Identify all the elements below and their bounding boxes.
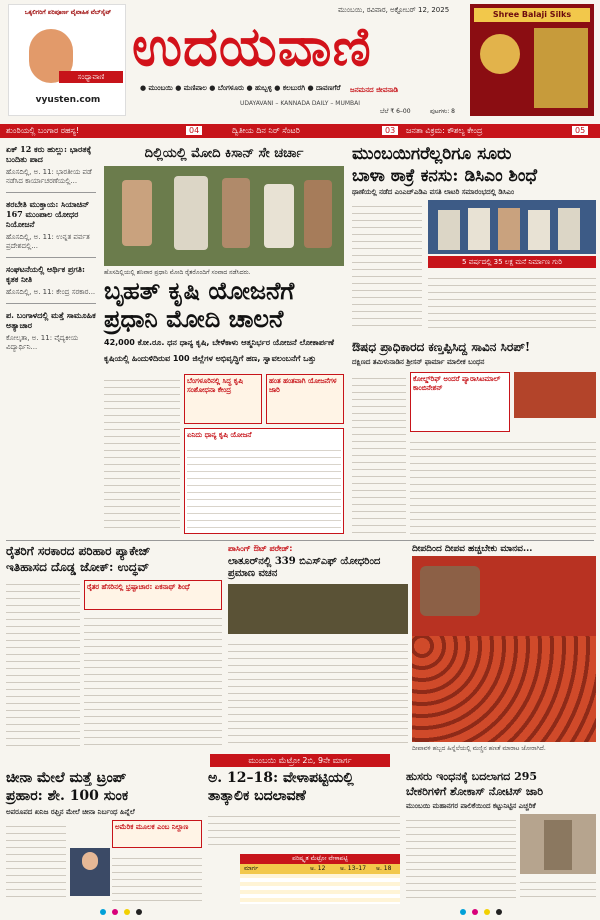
teaser-2[interactable]: ದ್ವಿತೀಯ ದಿನ ನಿರ್ ಸೆಂಟರಿ: [232, 126, 300, 135]
right-ad-image: [534, 28, 588, 108]
photo-figure: [122, 180, 152, 246]
left-story-3-body: ಹೊಸದಿಲ್ಲಿ, ಅ. 11: ಕೇಂದ್ರ ಸರಕಾರ...: [6, 288, 96, 296]
diwali-kicker[interactable]: ದೀಪದಿಂದ ದೀಪವ ಹಚ್ಚಬೇಕು ಮಾನವ...: [412, 544, 533, 554]
photo-figure: [498, 208, 520, 250]
left-story-2-head[interactable]: ತರಬೇತಿ ಮುಕ್ತಾಯ: ಸಿಯಾಚಿನ್ 167 ಮುಂಪಾಲ ಯೋಧರ ನಿಯೋಜನೆ: [6, 199, 90, 229]
side-box-2-head: ಹಂತ ಹಂತವಾಗಿ ಯೋಜನೆಗಳ ಜಾರಿ: [269, 377, 337, 394]
bakery-body-lines: [406, 814, 516, 902]
metro-table-header: [240, 864, 400, 874]
lead-headline-2[interactable]: ಪ್ರಧಾನಿ ಮೋದಿ ಚಾಲನೆ: [104, 304, 284, 333]
bakery-deck: ಮುಂಬಯಿ ಮಹಾನಗರ ಪಾಲಿಕೆಯಿಂದ ಕಟ್ಟುನಿಟ್ಟಿನ ಎಚ್ಚರಿಕೆ: [406, 802, 536, 810]
lead-deck-2: ಕೃಷಿಯಲ್ಲಿ ಹಿಂದುಳಿದಿರುವ 100 ಜಿಲ್ಲೆಗಳ ಅಭಿವೃದ್ಧಿಗೆ ಹಣ, ಸ್ವಾವಲಂಬನೆಗೆ ಒತ್ತು: [104, 354, 316, 363]
lead-kicker[interactable]: ದಿಲ್ಲಿಯಲ್ಲಿ ಮೋದಿ ಕಿಸಾನ್ ಸೇ ಚರ್ಚಾ: [144, 146, 304, 161]
right-lead-body-lines: [352, 200, 422, 330]
china-box[interactable]: [112, 820, 202, 848]
masthead-price: ಬೆಲೆ ₹ 6–00: [380, 108, 411, 115]
bakery-headline-1[interactable]: ಹುಸರು ಇಂಧನಕ್ಕೆ ಬದಲಾಗದ 295: [406, 770, 538, 783]
photo-figure: [264, 184, 294, 248]
side-box-3-head: ಏನಿದು ಧಾನ್ಯ ಕೃಷಿ ಯೋಜನೆ: [187, 431, 252, 439]
right-lead-headline-1[interactable]: ಮುಂಬಯಿಗರೆಲ್ಲರಿಗೂ ಸೂರು: [352, 144, 512, 164]
print-registration: [0, 904, 600, 920]
photo-figure: [438, 210, 460, 250]
china-photo[interactable]: [70, 848, 110, 896]
metro-table-title: ಪರಿಷ್ಕೃತ ಮೆಟ್ರೋ ವೇಳಾಪಟ್ಟಿ: [240, 854, 400, 864]
left-column: [6, 144, 96, 536]
metro-col-route: ಮಾರ್ಗ: [244, 865, 259, 872]
left-story-4-body: ಕೋಲ್ಕತಾ, ಅ. 11: ವೈದ್ಯಕೀಯ ವಿದ್ಯಾರ್ಥಿನಿ...: [6, 334, 79, 351]
lead-side-box-1[interactable]: [184, 374, 262, 424]
lead-photo[interactable]: [104, 166, 344, 266]
photo-figure: [82, 852, 98, 870]
divider: [6, 192, 96, 193]
rain-headline-2[interactable]: ಇತಿಹಾಸದ ದೊಡ್ಡ ಜೋಕ್: ಉದ್ಧವ್: [6, 560, 150, 574]
diwali-photo[interactable]: [412, 556, 596, 742]
left-story-1-head[interactable]: ಏಕ್ 12 ಕರು ಹುಲ್ಲು: ಭಾರತಕ್ಕೆ ಬಂದಿತು ಪಾದ: [6, 144, 92, 164]
color-dot-black: [496, 909, 502, 915]
metro-col-oct18: ಅ. 18: [376, 865, 392, 872]
body-lines: [104, 374, 180, 534]
march-kicker: ಪಾಸಿಂಗ್ ಔಟ್ ಪರೇಡ್:: [228, 544, 293, 553]
rain-body-lines-2: [84, 612, 222, 748]
masthead-tagline: ಜನಮನದ ಜೀವನಾಡಿ: [350, 86, 399, 94]
rain-headline-1[interactable]: ರೈತರಿಗೆ ಸರಕಾರದ ಪರಿಹಾರ ಪ್ಯಾಕೇಜ್: [6, 544, 151, 558]
masthead-logo: ಉದಯವಾಣಿ: [132, 14, 372, 78]
lead-side-box-2[interactable]: [266, 374, 344, 424]
teaser-3-page: 05: [572, 126, 588, 135]
fold-divider: [6, 540, 594, 541]
color-dot-magenta: [112, 909, 118, 915]
lead-body-col: [104, 374, 180, 534]
divider: [6, 303, 96, 304]
right-ad[interactable]: [470, 4, 594, 116]
metro-headline-2[interactable]: ತಾತ್ಕಾಲಿಕ ಬದಲಾವಣೆ: [208, 788, 306, 804]
lead-side-box-3[interactable]: [184, 428, 344, 534]
photo-figure: [222, 178, 250, 248]
diwali-caption: ದೀಪಾವಳಿ ಹಬ್ಬದ ಹಿನ್ನೆಲೆಯಲ್ಲಿ ಮಣ್ಣಿನ ಹಣತೆ ಮಾರಾಟ ಜೋರಾಗಿದೆ.: [412, 745, 546, 752]
medicine-headline[interactable]: ಔಷಧ ಪ್ರಾಧಿಕಾರದ ಕಣ್ತಪ್ಪಿಸಿದ್ದ ಸಾವಿನ ಸಿರಪ್!: [352, 340, 531, 354]
masthead-pages: ಪುಟಗಳು: 8: [430, 108, 455, 115]
color-dot-cyan: [100, 909, 106, 915]
photo-building: [544, 820, 572, 870]
color-dot-yellow: [124, 909, 130, 915]
masthead-edition: UDAYAVANI – KANNADA DAILY – MUMBAI: [239, 100, 361, 107]
divider: [6, 257, 96, 258]
teaser-2-page: 03: [382, 126, 398, 135]
masthead-date: ಮುಂಬಯಿ, ರವಿವಾರ, ಅಕ್ಟೋಬರ್ 12, 2025: [338, 6, 450, 14]
right-ad-title: Shree Balaji Silks: [474, 8, 590, 22]
right-lead-deck: ಥಾಣೆಯಲ್ಲಿ ನಡೆದ ಎಂಎಚ್‌ಎಡಿಎ ವಸತಿ ಲಾಟರಿ ಸಮಾರಂಭದಲ್ಲಿ ಡಿಸಿಎಂ: [352, 188, 515, 196]
medicine-body-lines-2: [410, 436, 596, 534]
lead-photo-caption: ಹೊಸದಿಲ್ಲಿಯಲ್ಲಿ ಶನಿವಾರ ಪ್ರಧಾನಿ ಮೋದಿ ರೈತರೊಂದಿಗೆ ಸಂವಾದ ನಡೆಸಿದರು.: [104, 269, 251, 276]
left-ad-brand: ಸಂಧ್ಯಾವಾಣಿ: [59, 71, 123, 83]
color-dot-cyan: [460, 909, 466, 915]
left-ad-line: ಒಕ್ಕಲಿಗರಿಗೆ ಪರಿಪೂರ್ಣ ವೈವಾಹಿಕ ವೆಬ್‌ಸೈಟ್: [24, 9, 112, 16]
masthead-cities: ● ಮುಂಬಯಿ ● ಮಣಿಪಾಲ ● ಬೆಂಗಳೂರು ● ಹುಬ್ಬಳ್ಳಿ ● ಕಲಬುರಗಿ ● ದಾವಣಗೆರೆ: [140, 84, 341, 92]
teaser-3[interactable]: ಜನತಾ ವಿಕ್ರಮ: ಕೌಶಲ್ಯ ಕೇಂದ್ರ: [406, 126, 483, 135]
rain-box[interactable]: [84, 580, 222, 610]
march-photo[interactable]: [228, 584, 408, 634]
metro-col-oct12: ಅ. 12: [310, 865, 326, 872]
teaser-strip: [0, 124, 600, 138]
left-ad-url[interactable]: vyusten.com: [35, 95, 101, 105]
bottom-kicker: ಮುಂಬಯಿ ಮೆಟ್ರೋ 2ಬಿ, 9ನೇ ಮಾರ್ಗ: [210, 754, 390, 767]
bakery-body-lines-2: [520, 876, 596, 902]
china-headline-2[interactable]: ಪ್ರಹಾರ: ಶೇ. 100 ಸುಂಕ: [6, 788, 129, 804]
right-lead-photo[interactable]: [428, 200, 596, 254]
march-headline[interactable]: ಲಾತೂರ್‌ನಲ್ಲಿ 339 ಬಿಎಸ್‌ಎಫ್ ಯೋಧರಿಂದ ಪ್ರಮಾಣ ವಚನ: [228, 556, 381, 579]
left-story-1-body: ಹೊಸದಿಲ್ಲಿ, ಅ. 11: ಭಾರತೀಯ ಪಡೆ ನಡೆಸಿದ ಕಾರ್ಯಾಚರಣೆಯಲ್ಲಿ...: [6, 168, 92, 185]
bakery-photo[interactable]: [520, 814, 596, 874]
metro-col-oct13-17: ಅ. 13–17: [340, 865, 367, 872]
photo-figure: [468, 208, 490, 250]
medicine-box-head: ಕೋಲ್ಡ್‌ರಿಫ್ ಅಂದರೆ ಪ್ಯಾರಾಸಿಟಮಾಲ್ ಕಾಂಬಿನೇಶನ್: [413, 375, 501, 392]
color-dot-magenta: [472, 909, 478, 915]
china-headline-1[interactable]: ಚೀನಾ ಮೇಲೆ ಮತ್ತೆ ಟ್ರಂಪ್: [6, 770, 127, 786]
left-ad[interactable]: [8, 4, 126, 116]
teaser-1[interactable]: ಶುಂಠಿಯಲ್ಲಿ ಬಂಗಾರ ರಹಸ್ಯ!: [6, 126, 80, 135]
photo-figure: [558, 208, 580, 250]
march-body-lines: [228, 638, 408, 748]
photo-figure: [304, 180, 332, 248]
china-body-lines-2: [112, 852, 202, 902]
metro-table-rows: [240, 874, 400, 904]
right-lead-headline-2[interactable]: ಬಾಳಾ ಠಾಕ್ರೆ ಕನಸು: ಡಿಸಿಎಂ ಶಿಂಧೆ: [352, 166, 538, 186]
china-body-lines: [6, 820, 66, 902]
medicine-deck: ದಕ್ಷಿಣದ ತಮಿಳುನಾಡಿನ ಶ್ರೀಸನ್ ಫಾರ್ಮಾ ಮಾಲೀಕ ಬಂಧನ: [352, 358, 485, 366]
teaser-1-page: 04: [186, 126, 202, 135]
lead-headline-1[interactable]: ಬೃಹತ್ ಕೃಷಿ ಯೋಜನೆಗೆ: [104, 276, 295, 305]
color-dot-yellow: [484, 909, 490, 915]
metro-headline-1[interactable]: ಅ. 12–18: ವೇಳಾಪಟ್ಟಿಯಲ್ಲಿ: [208, 770, 354, 786]
bakery-headline-2[interactable]: ಬೇಕರಿಗಳಿಗೆ ಶೋಕಾಸ್ ನೋಟಿಸ್ ಜಾರಿ: [406, 785, 544, 798]
metro-body-lines: [208, 810, 400, 850]
rain-box-text: ರೈತರ ಹೆಸರಿನಲ್ಲಿ ಭ್ರಷ್ಟಾಚಾರ: ಏಕನಾಥ್ ಶಿಂಧೆ: [87, 583, 190, 591]
left-story-2-body: ಹೊಸದಿಲ್ಲಿ, ಅ. 11: ಉನ್ನತ ಪರ್ವತ ಪ್ರದೇಶದಲ್ಲಿ...: [6, 233, 90, 250]
china-deck: ಅಪರೂಪದ ಖನಿಜ ರಫ್ತಿನ ಮೇಲೆ ಚೀನಾ ನಿರ್ಬಂಧ ಹಿನ್ನೆಲೆ: [6, 808, 135, 816]
photo-figure: [528, 210, 550, 250]
diya-pattern: [412, 636, 596, 742]
medicine-box[interactable]: [410, 372, 510, 432]
china-box-text: ಅಮೆರಿಕ ಮೂಲಕ ಎಂಬ ನಿಲ್ದಾಣ: [115, 823, 189, 831]
lead-deck-1: 42,000 ಕೋ.ರೂ. ಧನ ಧಾನ್ಯ ಕೃಷಿ, ಬೇಳೆಕಾಳು ಆತ್ಮನಿರ್ಭರ ಯೋಜನೆ ಲೋಕಾರ್ಪಣೆ: [104, 338, 334, 347]
side-box-1-head: ಬೆಂಗಳೂರಿನಲ್ಲಿ ಸಿದ್ಧ ಕೃಷಿ ಸಂಶೋಧನಾ ಕೇಂದ್ರ: [187, 377, 243, 394]
photo-figure: [174, 176, 208, 250]
medicine-photo[interactable]: [514, 372, 596, 418]
photo-figure: [420, 566, 480, 616]
right-ad-coin: [480, 34, 520, 74]
rain-body-lines: [6, 578, 80, 748]
left-story-4-head[interactable]: ಪ. ಬಂಗಾಳದಲ್ಲಿ ಮತ್ತೆ ಸಾಮೂಹಿಕ ಅತ್ಯಾಚಾರ: [6, 310, 96, 330]
right-lead-body-2: [428, 272, 596, 330]
body-lines: [187, 444, 341, 532]
medicine-body-lines: [352, 372, 406, 534]
right-lead-photo-caption: 5 ವರ್ಷದಲ್ಲಿ 35 ಲಕ್ಷ ಮನೆ ನಿರ್ಮಾಣ ಗುರಿ: [428, 256, 596, 268]
color-dot-black: [136, 909, 142, 915]
left-story-3-head[interactable]: ಸಂಘಟನೆಯಲ್ಲಿ ಆರ್ಥಿಕ ಪ್ರಗತಿ: ಕೃತಕ ನೀತಿ: [6, 264, 85, 284]
